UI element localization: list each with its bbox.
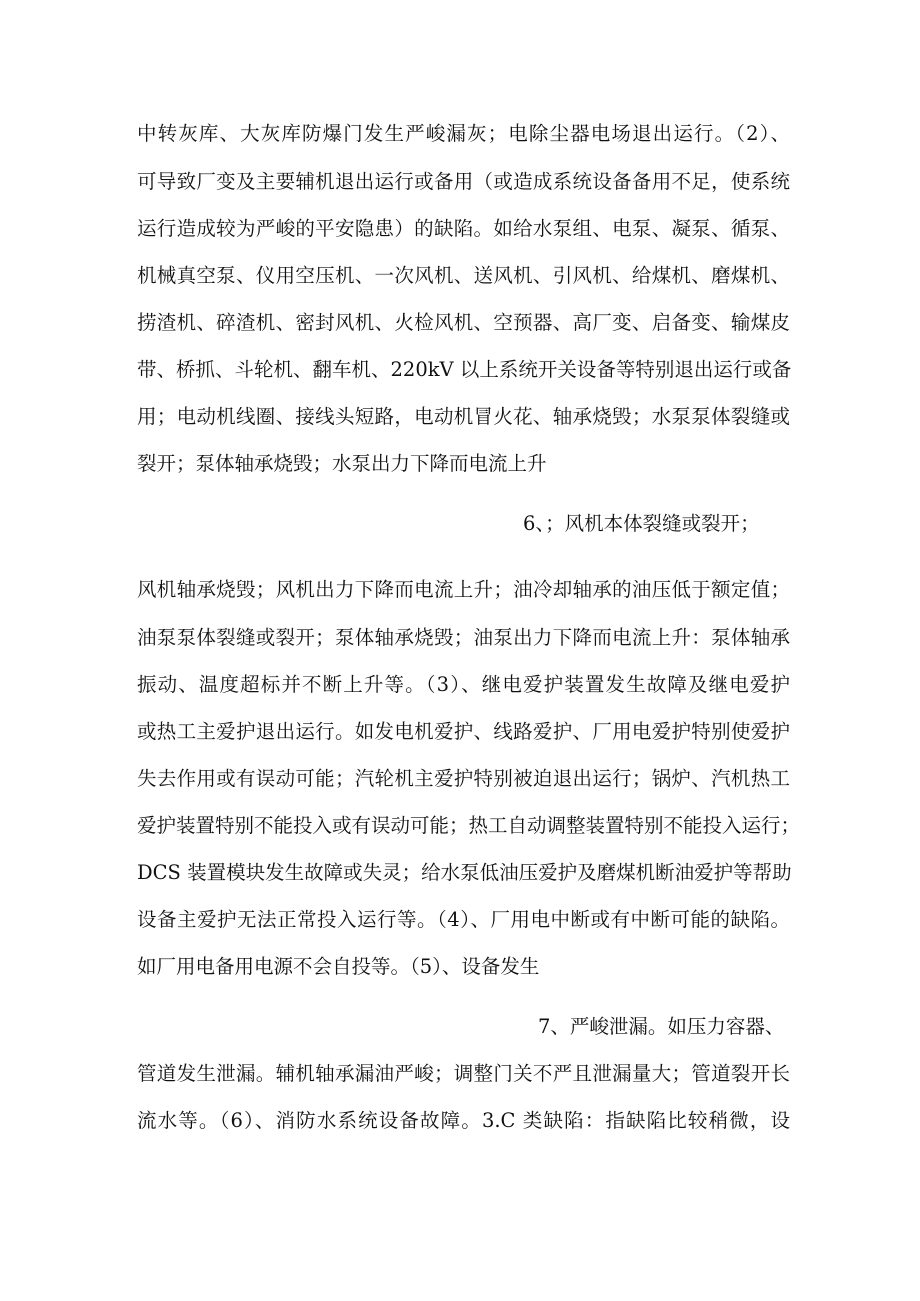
text-line: 中转灰库、大灰库防爆门发生严峻漏灰；电除尘器电场退出运行。（2）、	[137, 122, 790, 145]
text-line: 可导致厂变及主要辅机退出运行或备用（或造成系统设备备用不足，使系统	[137, 170, 790, 193]
text-line: 捞渣机、碎渣机、密封风机、火检风机、空预器、高厂变、启备变、输煤皮	[137, 311, 790, 334]
text-line: 运行造成较为严峻的平安隐患）的缺陷。如给水泵组、电泵、凝泵、循泵、	[137, 217, 790, 240]
text-line: 振动、温度超标并不断上升等。（3）、继电爱护装置发生故障及继电爱护	[137, 673, 790, 696]
text-line: 带、桥抓、斗轮机、翻车机、220kV 以上系统开关设备等特别退出运行或备	[137, 358, 792, 381]
text-line: 或热工主爱护退出运行。如发电机爱护、线路爱护、厂用电爱护特别使爱护	[137, 720, 790, 743]
text-line: 流水等。（6）、消防水系统设备故障。3.C 类缺陷：指缺陷比较稍微，设	[137, 1109, 790, 1132]
text-line: 设备主爱护无法正常投入运行等。（4）、厂用电中断或有中断可能的缺陷。	[137, 908, 790, 931]
text-line: 6、；风机本体裂缝或裂开；	[523, 512, 760, 535]
text-line: 失去作用或有误动可能；汽轮机主爱护特别被迫退出运行；锅炉、汽机热工	[137, 767, 790, 790]
text-line: 油泵泵体裂缝或裂开；泵体轴承烧毁；油泵出力下降而电流上升：泵体轴承	[137, 626, 790, 649]
text-line: 7、严峻泄漏。如压力容器、	[538, 1015, 785, 1038]
text-line: 爱护装置特别不能投入或有误动可能；热工自动调整装置特别不能投入运行；	[137, 814, 801, 837]
text-line: 管道发生泄漏。辅机轴承漏油严峻；调整门关不严且泄漏量大；管道裂开长	[137, 1062, 790, 1085]
text-line: 如厂用电备用电源不会自投等。（5）、设备发生	[137, 955, 540, 978]
text-line: 风机轴承烧毁；风机出力下降而电流上升；油冷却轴承的油压低于额定值；	[137, 578, 790, 601]
text-line: 裂开；泵体轴承烧毁；水泵出力下降而电流上升	[137, 452, 547, 475]
text-line: 机械真空泵、仪用空压机、一次风机、送风机、引风机、给煤机、磨煤机、	[137, 264, 790, 287]
text-line: 用；电动机线圈、接线头短路，电动机冒火花、轴承烧毁；水泵泵体裂缝或	[137, 405, 790, 428]
text-line: DCS 装置模块发生故障或失灵；给水泵低油压爱护及磨煤机断油爱护等帮助	[137, 861, 792, 884]
